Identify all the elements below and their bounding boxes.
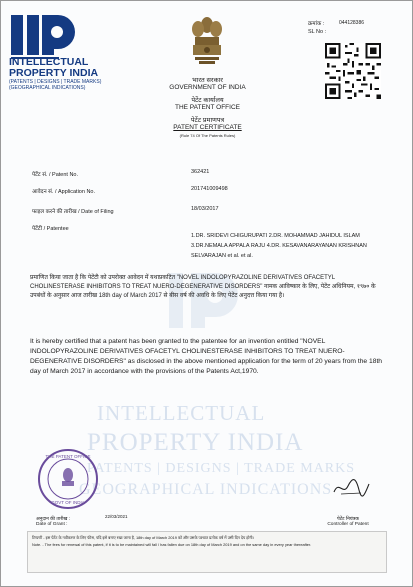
hindi-certification-text: प्रमाणित किया जाता है कि पेटेंटी को उपरोक्त आवेदन में यथाप्रकटित "NOVEL INDOLOPYRAZOLINE DERIVATIVES OFACETYL CHOLINESTERASE INHIBITORS TO TREAT NUERO-DEGENERATIVE DISORDERS" नामक आविष्कार के लिए, पेटेंट अधिनियम, १९७० के उपबंधों के अनुसार आज तारीख 18th day of March 2017 से बीस वर्ष की अवधि के लिए पेटेंट अनुदत्त किया गया है। (30, 275, 376, 299)
watermark-line2: PROPERTY INDIA (87, 429, 304, 456)
govt-hindi: भारत सरकार (192, 77, 223, 84)
date-of-grant-label: अनुदान की तारीख : Date of Grant : (36, 517, 71, 527)
controller-label: पेटेंट नियंत्रक Controller of Patent (327, 517, 369, 527)
serial-label: क्रमांक : (308, 21, 325, 27)
office-english: THE PATENT OFFICE (174, 104, 240, 111)
patent-office-seal (37, 448, 99, 510)
watermark-line4: GEOGRAPHICAL INDICATIONS (79, 481, 333, 498)
renewal-note-english: Note. - The fees for renewal of this patent, if it is to be maintained will fall / has fallen due on 18th day of March 2019 and on the same day in every year thereafter. (32, 542, 312, 547)
serial-number: 044128386 (339, 20, 365, 26)
logo-subtitle: (PATENTS | DESIGNS | TRADE MARKS) (GEOGRAPHICAL INDICATIONS) (9, 79, 102, 91)
renewal-note-box (27, 531, 387, 573)
date-of-grant-value: 22/03/2021 (105, 514, 128, 519)
cert-hindi: पेटेंट प्रमाणपत्र (190, 117, 225, 124)
cert-rule: (Rule 74 Of The Patents Rules) (179, 133, 236, 138)
logo-title: INTELLECTUAL PROPERTY INDIA (9, 56, 99, 79)
filing-date-label: फाइल करने की तारीख / Date of Filing (32, 209, 114, 215)
application-no-label: आवेदन सं. / Application No. (32, 189, 96, 195)
patent-no-value: 362421 (191, 169, 210, 175)
watermark-line1: INTELLECTUAL (97, 401, 266, 425)
govt-english: GOVERNMENT OF INDIA (169, 84, 246, 91)
seal-text-bottom: GOVT OF INDIA (51, 500, 85, 505)
seal-text-top: THE PATENT OFFICE (45, 454, 91, 459)
national-emblem-icon (189, 13, 225, 67)
controller-signature (331, 476, 371, 498)
patent-no-label: पेटेंट सं. / Patent No. (32, 172, 79, 178)
patentee-value: 1.DR. SRIDEVI CHIGURUPATI 2.DR. MOHAMMAD JAHIDUL ISLAM 3.DR.NEMALA APPALA RAJU 4.DR. KESAVANARAYANAN KRISHNAN SELVARAJAN et al. et al. (191, 233, 367, 259)
application-no-value: 201741009498 (191, 186, 228, 192)
watermark-line3: PATENTS | DESIGNS | TRADE MARKS (87, 461, 356, 476)
sl-no-label: SL No : (308, 29, 327, 35)
cert-english: PATENT CERTIFICATE (173, 124, 242, 131)
patentee-label: पेटेंटी / Patentee (32, 226, 69, 232)
renewal-note-hindi: टिप्पणी - इस पेटेंट के नवीकरण के लिए फीस, यदि इसे बनाए रखा जाना है, 18th day of March 2019 को और उसके पश्चात प्रत्येक वर्ष में उसी दिन देय होगी। (32, 535, 255, 540)
office-hindi: पेटेंट कार्यालय (191, 97, 224, 104)
filing-date-value: 18/03/2017 (191, 206, 219, 212)
english-certification-text: It is hereby certified that a patent has been granted to the patentee for an invention entitled "NOVEL INDOLOPYRAZOLINE DERIVATIVES OFACETYL CHOLINESTERASE INHIBITORS TO TREAT NUERO-DEGENERATIVE DISORDERS" as disclosed in the above mentioned application for the term of 20 years from the 18th day of March 2017 in accordance with the provisions of the Patents Act,1970. (30, 338, 383, 375)
